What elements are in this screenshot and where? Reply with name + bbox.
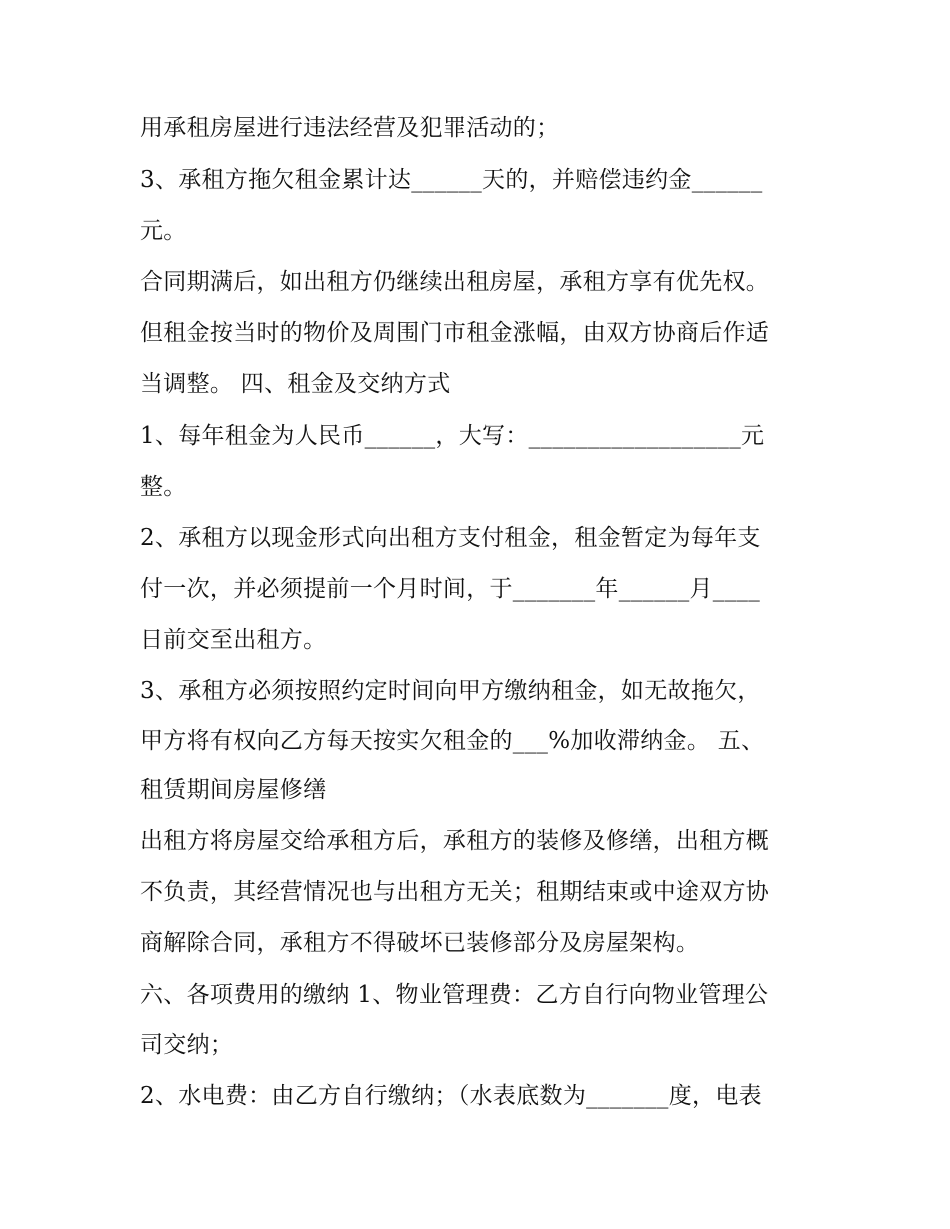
text-line: 出租方将房屋交给承租方后，承租方的装修及修缮，出租方概	[140, 828, 770, 854]
text-line: 司交纳；	[140, 1032, 234, 1058]
text-line: 日前交至出租方。	[140, 627, 327, 653]
text-line: 当调整。 四、租金及交纳方式	[140, 371, 451, 397]
text-line: 3、承租方拖欠租金累计达______天的，并赔偿违约金______	[140, 167, 763, 193]
text-line: 3、承租方必须按照约定时间向甲方缴纳租金，如无故拖欠，	[140, 678, 761, 704]
text-line: 付一次，并必须提前一个月时间，于_______年______月____	[140, 576, 760, 602]
text-line: 2、承租方以现金形式向出租方支付租金，租金暂定为每年支	[140, 525, 761, 551]
text-line: 整。	[140, 474, 187, 500]
text-line: 但租金按当时的物价及周围门市租金涨幅，由双方协商后作适	[140, 320, 770, 346]
text-line: 用承租房屋进行违法经营及犯罪活动的；	[140, 115, 560, 141]
text-line: 合同期满后，如出租方仍继续出租房屋，承租方享有优先权。	[140, 269, 770, 295]
text-line: 六、各项费用的缴纳 1、物业管理费：乙方自行向物业管理公	[140, 982, 769, 1008]
text-line: 1、每年租金为人民币______，大写：__________________元	[140, 423, 765, 449]
text-line: 元。	[140, 218, 187, 244]
text-line: 商解除合同，承租方不得破坏已装修部分及房屋架构。	[140, 930, 700, 956]
text-line: 2、水电费：由乙方自行缴纳；（水表底数为_______度，电表	[140, 1083, 762, 1109]
text-line: 不负责，其经营情况也与出租方无关；租期结束或中途双方协	[140, 879, 770, 905]
text-line: 租赁期间房屋修缮	[140, 777, 327, 803]
text-line: 甲方将有权向乙方每天按实欠租金的___%加收滞纳金。 五、	[140, 728, 765, 754]
